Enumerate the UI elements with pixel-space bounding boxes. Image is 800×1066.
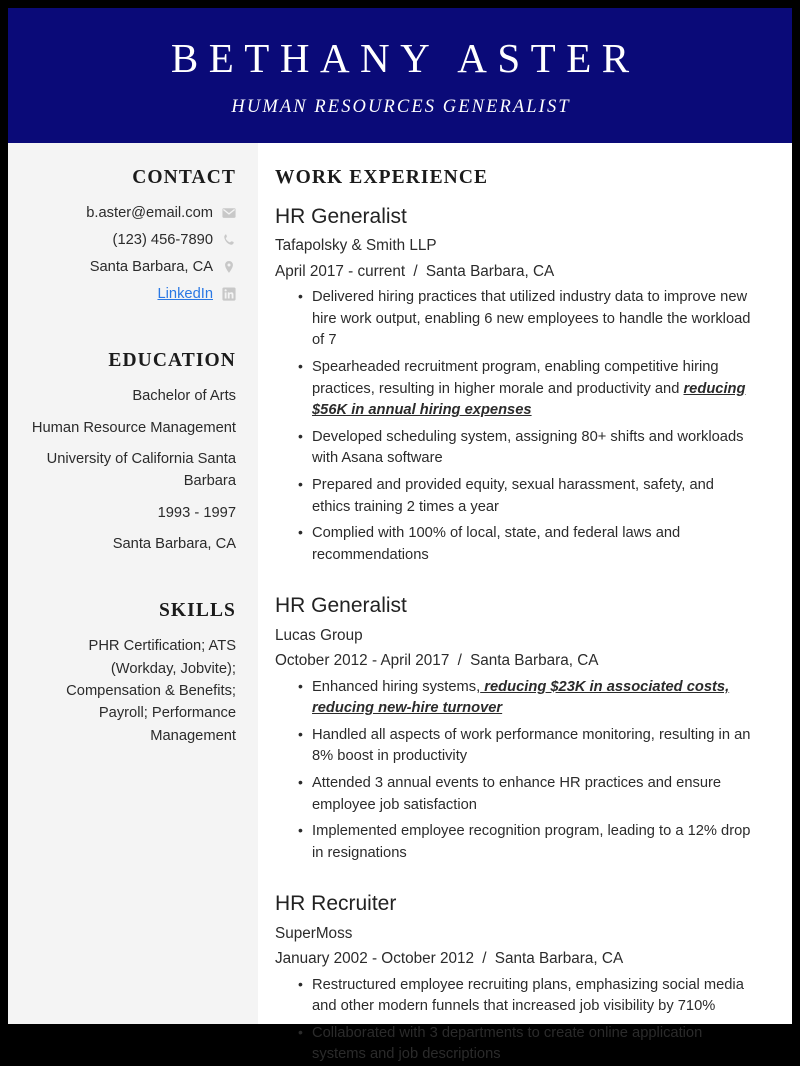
- skills-section-heading: SKILLS: [158, 600, 236, 622]
- job-company: Lucas Group: [275, 626, 363, 644]
- education-degree: Bachelor of Arts: [132, 388, 236, 405]
- job-location: Santa Barbara, CA: [494, 950, 624, 968]
- job-title: HR Generalist: [275, 594, 407, 618]
- job-company: SuperMoss: [275, 924, 353, 942]
- education-field: Human Resource Management: [31, 419, 236, 436]
- resume-page: [8, 8, 792, 1063]
- bullet-text: Complied with 100% of local, state, and federal laws and recommendations: [312, 525, 681, 563]
- job-entry: [275, 890, 753, 1066]
- job-bullet: [312, 475, 753, 518]
- main-content: [258, 143, 792, 1063]
- job-meta: [275, 948, 753, 969]
- contact-section-heading: CONTACT: [132, 167, 236, 188]
- bullet-text: Implemented employee recognition program, leading to a 12% drop in resignations: [312, 823, 751, 861]
- bullet-text: Prepared and provided equity, sexual harassment, safety, and ethics training 2 times a year: [312, 476, 714, 515]
- contact-linkedin-link[interactable]: LinkedIn: [157, 286, 213, 303]
- candidate-job-title: HUMAN RESOURCES GENERALIST: [231, 97, 571, 118]
- job-title: HR Recruiter: [275, 892, 397, 916]
- linkedin-icon[interactable]: [222, 287, 236, 301]
- job-bullet: [312, 287, 753, 352]
- job-bullet: [312, 773, 753, 816]
- job-bullet: [312, 357, 753, 422]
- job-meta: [275, 650, 753, 671]
- work-experience-list: [275, 203, 753, 1066]
- bullet-text: Attended 3 annual events to enhance HR practices and ensure employee job satisfaction: [312, 774, 722, 813]
- job-location: Santa Barbara, CA: [470, 652, 599, 670]
- resume-header: [8, 8, 792, 143]
- job-title: HR Generalist: [275, 205, 407, 228]
- job-meta-separator: /: [478, 950, 491, 968]
- candidate-name: BETHANY ASTER: [170, 34, 640, 81]
- bullet-emphasis: reducing $56K in annual hiring expenses: [312, 380, 746, 419]
- contact-item-phone: [22, 229, 236, 251]
- skills-text: PHR Certification; ATS (Workday, Jobvite); Compensation & Benefits; Payroll; Performance Management: [66, 638, 236, 744]
- location-pin-icon: [222, 260, 236, 274]
- job-bullet: [312, 725, 753, 768]
- job-entry: [275, 203, 753, 566]
- bullet-text: Handled all aspects of work performance monitoring, resulting in an 8% boost in productivity: [312, 726, 751, 765]
- contact-item-linkedin[interactable]: [22, 283, 236, 305]
- job-company: Tafapolsky & Smith LLP: [275, 237, 437, 255]
- contact-item-email: [22, 202, 236, 224]
- bullet-text: Collaborated with 3 departments to create online application systems and job descriptions: [312, 1024, 703, 1063]
- contact-item-location: [22, 256, 236, 278]
- phone-icon: [222, 233, 236, 247]
- job-entry: [275, 592, 753, 864]
- job-bullet: [312, 975, 753, 1018]
- job-dates: January 2002 - October 2012: [275, 950, 474, 968]
- job-meta: [275, 261, 753, 282]
- contact-location-text: Santa Barbara, CA: [89, 259, 213, 276]
- bullet-text: Enhanced hiring systems,: [312, 678, 481, 695]
- bullet-text: Delivered hiring practices that utilized industry data to improve new hire work output, enabling 6 new employees to handle the workload of 7: [312, 289, 751, 349]
- bullet-emphasis: reducing $23K in associated costs, reducing new-hire turnover: [312, 678, 730, 717]
- job-bullet-list: [275, 677, 753, 865]
- job-bullet: [312, 1023, 753, 1066]
- job-bullet-list: [275, 975, 753, 1066]
- job-bullet: [312, 523, 753, 566]
- job-bullet: [312, 427, 753, 470]
- sidebar: [8, 143, 258, 1024]
- education-location: Santa Barbara, CA: [112, 535, 236, 552]
- job-bullet: [312, 677, 753, 720]
- job-bullet-list: [275, 287, 753, 566]
- bullet-text: Developed scheduling system, assigning 80+ shifts and workloads with Asana software: [312, 428, 744, 467]
- work-experience-heading: WORK EXPERIENCE: [275, 167, 489, 188]
- bullet-text: Spearheaded recruitment program, enabling competitive hiring practices, resulting in higher morale and productivity and: [312, 358, 719, 397]
- job-location: Santa Barbara, CA: [425, 262, 555, 280]
- education-section-heading: EDUCATION: [108, 350, 236, 372]
- job-meta-separator: /: [409, 262, 422, 280]
- job-meta-separator: /: [453, 652, 467, 670]
- contact-email-text: b.aster@email.com: [86, 205, 213, 221]
- job-dates: October 2012 - April 2017: [275, 652, 450, 670]
- bullet-text: Restructured employee recruiting plans, emphasizing social media and other modern funnels that increased job visibility by 710%: [312, 976, 744, 1015]
- education-years: 1993 - 1997: [157, 504, 236, 521]
- contact-phone-text: (123) 456-7890: [112, 232, 213, 249]
- education-school: University of California Santa Barbara: [46, 450, 236, 490]
- resume-body: [8, 143, 792, 1063]
- envelope-icon: [222, 206, 236, 220]
- job-dates: April 2017 - current: [275, 262, 406, 280]
- job-bullet: [312, 821, 753, 864]
